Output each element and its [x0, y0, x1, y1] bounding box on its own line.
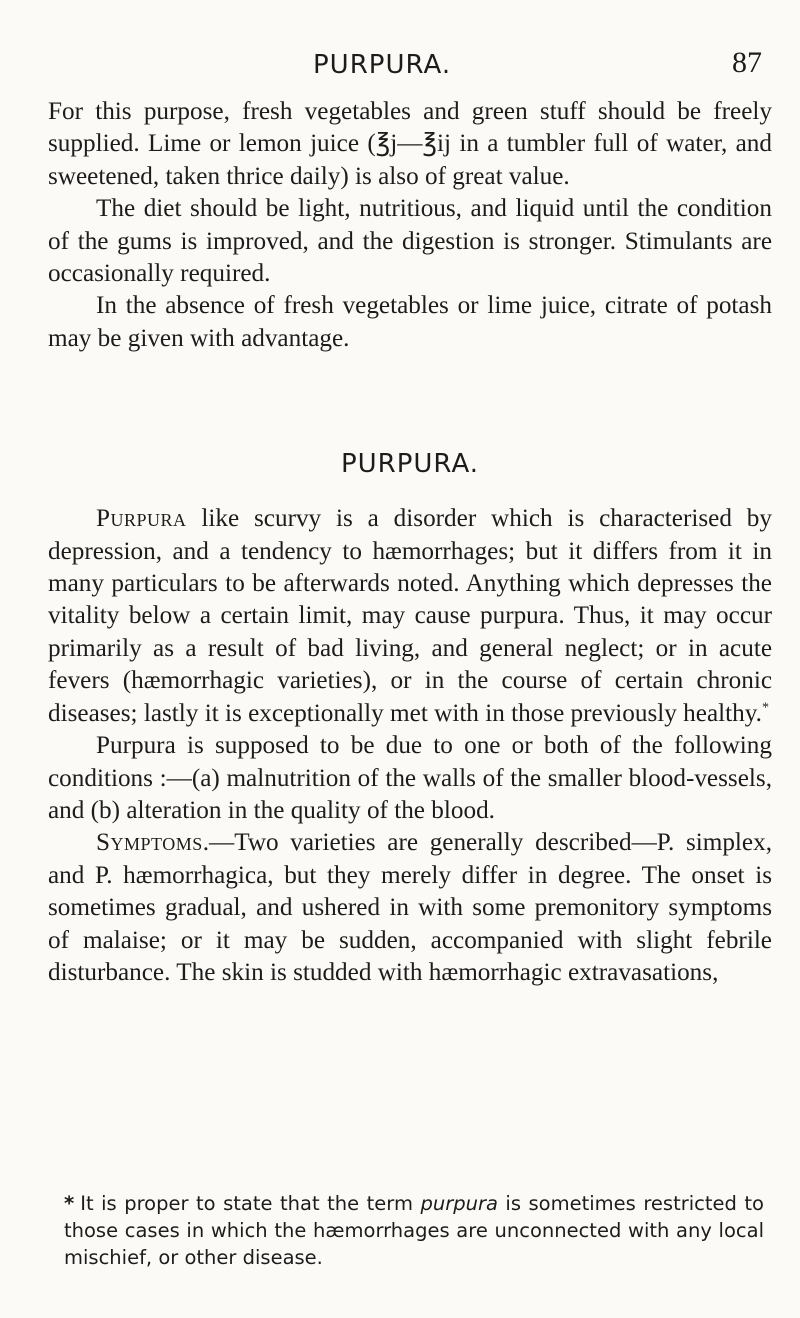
page-header: [48, 46, 772, 86]
lead-word-purpura: Purpura: [96, 505, 187, 533]
page-body: [48, 96, 772, 989]
lead-word-symptoms: Symptoms: [96, 829, 203, 857]
paragraph-purpura-definition: [48, 503, 772, 730]
footnote-text-before: It is proper to state that the term: [80, 1192, 421, 1215]
running-head: PURPURA.: [313, 50, 452, 80]
footnote-reference: *: [761, 700, 769, 716]
footnote: [64, 1190, 764, 1271]
footnote-text-after: is sometimes restricted to those cases in which the hæmorrhages are unconnected with any local mischief, or other disease.: [64, 1192, 764, 1269]
paragraph-symptoms: [48, 827, 772, 989]
paragraph-diet-light: The diet should be light, nutritious, and liquid until the condition of the gums is improved, and the digestion is stronger. Stimulants are occasionally required.: [48, 195, 772, 288]
paragraph-citrate-potash: In the absence of fresh vegetables or lime juice, citrate of potash may be given with advantage.: [48, 292, 772, 352]
paragraph-symptoms-text: .—Two varieties are generally described—P. simplex, and P. hæmorrhagica, but they merely differ in degree. The onset is sometimes gradual, and ushered in with some premonitory symptoms of malaise; or it may be sudden, accompanied with slight febrile disturbance. The skin is studded with hæmorrhagic extravasations,: [48, 829, 772, 986]
page-number: 87: [732, 46, 762, 79]
paragraph-purpura-definition-text: like scurvy is a disorder which is characterised by depression, and a tendency to hæmorrhages; but it differs from it in many particulars to be afterwards noted. Anything which depresses the vitality below a certain limit, may cause purpura. Thus, it may occur primarily as a result of bad living, and general neglect; or in acute fevers (hæmorrhagic varieties), or in the course of certain chronic diseases; lastly it is exceptionally met with in those previously healthy.: [48, 505, 772, 727]
section-title: PURPURA.: [340, 449, 480, 480]
footnote-term: purpura: [420, 1192, 498, 1215]
paragraph-purpura-causes: Purpura is supposed to be due to one or both of the following conditions :—(a) malnutrition of the walls of the smaller blood-vessels, and (b) alteration in the quality of the blood.: [48, 732, 772, 824]
paragraph-diet-vegetables: For this purpose, fresh vegetables and green stuff should be freely supplied. Lime or lemon juice (℥j—℥ij in a tumbler full of water, and sweetened, taken thrice daily) is also of great value.: [48, 98, 772, 190]
footnote-mark: *: [64, 1192, 75, 1215]
